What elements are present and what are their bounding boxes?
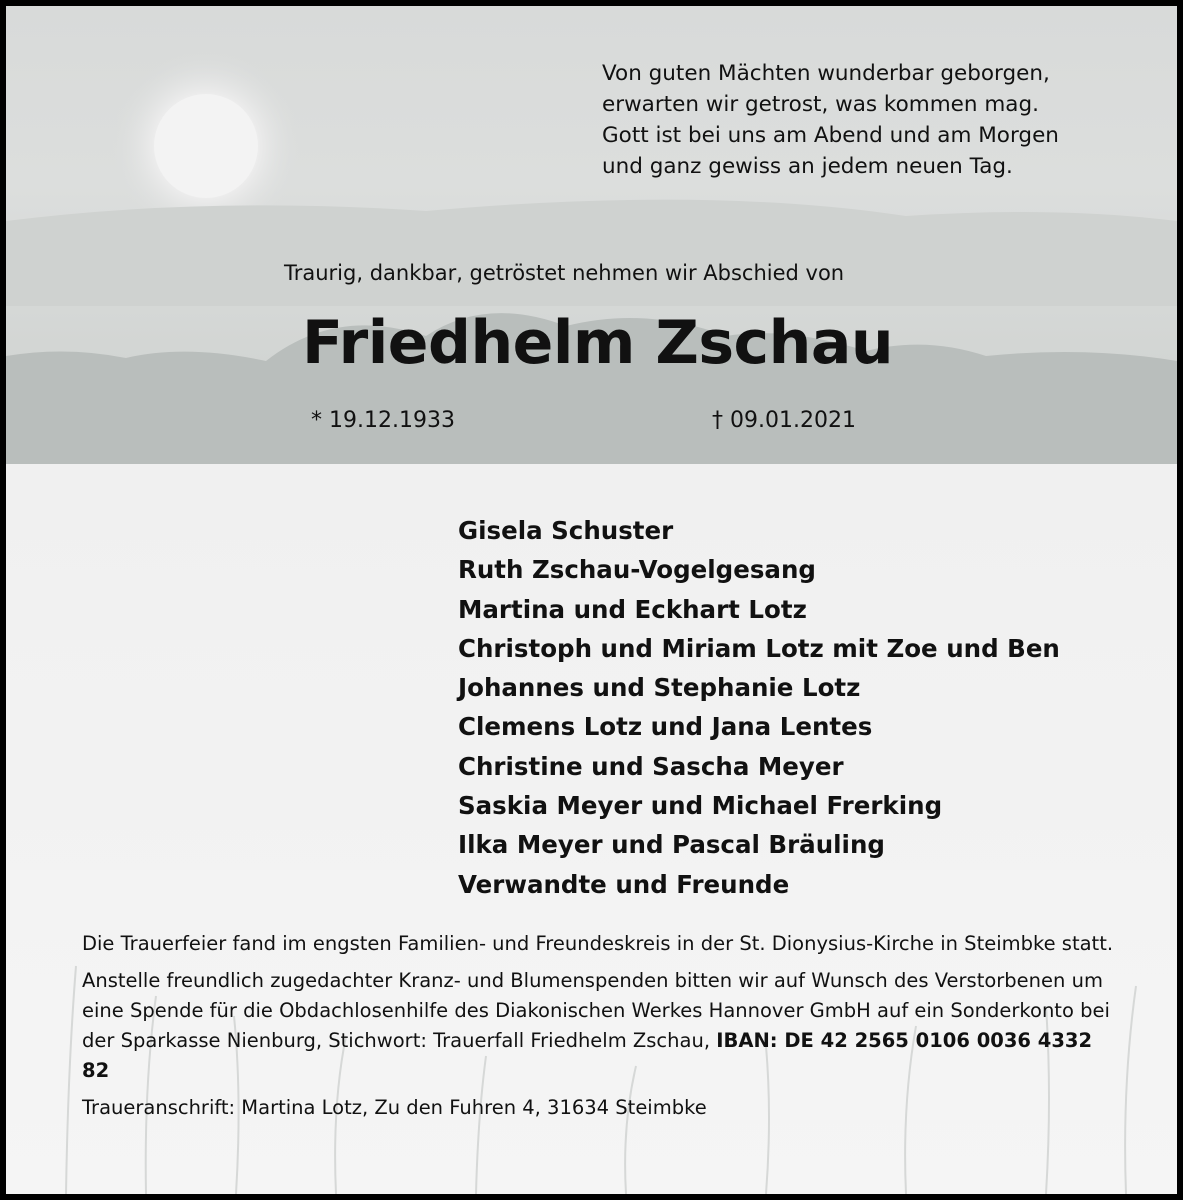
mourner-entry: Saskia Meyer und Michael Frerking bbox=[458, 791, 943, 821]
donation-text: Anstelle freundlich zugedachter Kranz- und Blumenspenden bitten wir auf Wunsch des Verstorbenen um eine Spende für die Obdachlosenhilfe des Diakonischen Werkes Hannover GmbH auf ein Sonderkonto bei der Sparkasse Nienburg, Stichwort: Trauerfall Friedhelm Zschau, bbox=[82, 969, 1110, 1052]
distant-hills bbox=[6, 200, 1177, 306]
mourning-address: Traueranschrift: Martina Lotz, Zu den Fuhren 4, 31634 Steimbke bbox=[82, 1096, 707, 1119]
poem-line: Gott ist bei uns am Abend und am Morgen bbox=[602, 123, 1059, 148]
iban-number: IBAN: DE 42 2565 0106 0036 4332 82 bbox=[82, 1029, 1093, 1082]
poem-line: erwarten wir getrost, was kommen mag. bbox=[602, 92, 1039, 117]
deceased-name: Friedhelm Zschau bbox=[302, 308, 894, 378]
mourner-entry: Martina und Eckhart Lotz bbox=[458, 594, 807, 624]
mourner-entry: Johannes und Stephanie Lotz bbox=[458, 673, 861, 703]
poem-verse bbox=[602, 58, 1059, 182]
mourner-entry: Verwandte und Freunde bbox=[458, 869, 790, 899]
intro-text: Traurig, dankbar, getröstet nehmen wir Abschied von bbox=[284, 261, 845, 285]
donation-notice bbox=[82, 966, 1122, 1086]
ceremony-notice: Die Trauerfeier fand im engsten Familien- und Freundeskreis in der St. Dionysius-Kirche in Steimbke statt. bbox=[82, 932, 1114, 955]
obituary-notice bbox=[6, 6, 1177, 1194]
mourner-entry: Clemens Lotz und Jana Lentes bbox=[458, 712, 873, 742]
mourners-list bbox=[458, 511, 1060, 904]
mourner-entry: Christoph und Miriam Lotz mit Zoe und Ben bbox=[458, 633, 1060, 663]
mourner-entry: Ilka Meyer und Pascal Bräuling bbox=[458, 830, 885, 860]
death-date: † 09.01.2021 bbox=[712, 408, 856, 433]
mourner-entry: Christine und Sascha Meyer bbox=[458, 751, 844, 781]
mourner-entry: Gisela Schuster bbox=[458, 516, 674, 545]
poem-line: und ganz gewiss an jedem neuen Tag. bbox=[602, 154, 1013, 179]
notices-section bbox=[82, 929, 1122, 1130]
mourner-entry: Ruth Zschau-Vogelgesang bbox=[458, 555, 816, 585]
birth-date: * 19.12.1933 bbox=[311, 408, 455, 433]
poem-line: Von guten Mächten wunderbar geborgen, bbox=[602, 61, 1050, 86]
sun bbox=[154, 94, 258, 198]
